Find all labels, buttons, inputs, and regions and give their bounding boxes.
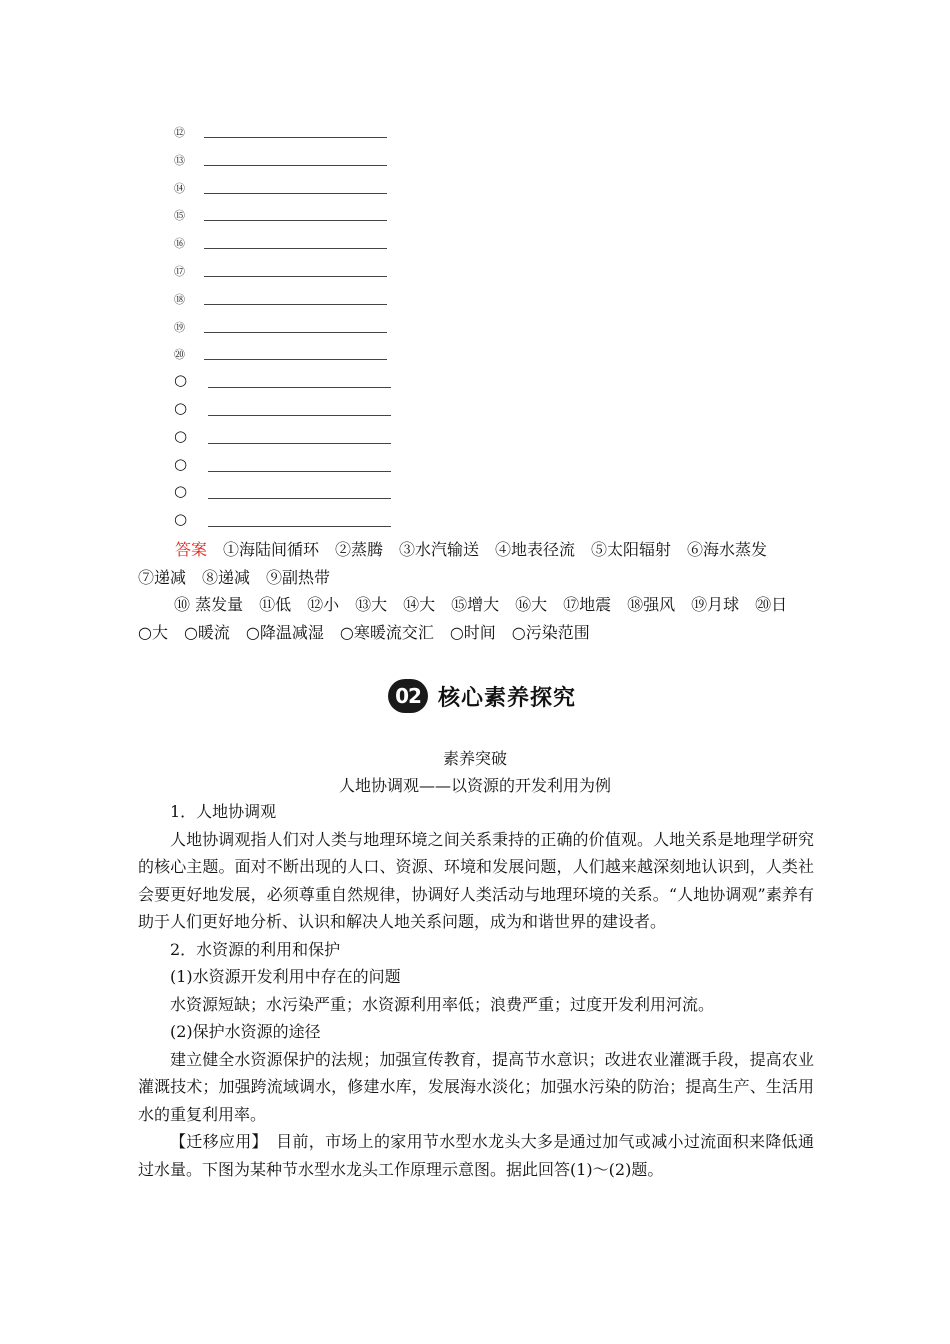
blank-number: ⑰ xyxy=(174,264,185,278)
blank-row xyxy=(174,511,414,539)
blank-number: ○ xyxy=(174,398,188,417)
blank-number: ○ xyxy=(174,371,188,390)
blank-underline xyxy=(204,332,387,333)
blank-underline xyxy=(208,415,391,416)
blank-number: ○ xyxy=(174,482,188,501)
paragraph-3: 建立健全水资源保护的法规；加强宣传教育，提高节水意识；改进农业灌溉手段，提高农业灌溉技术；加强跨流域调水，修建水库，发展海水淡化；加强水污染的防治；提高生产、生活用水的重复利用率。 xyxy=(138,1049,814,1124)
application-text: 目前，市场上的家用节水型水龙头大多是通过加气或减小过流面积来降低通过水量。下图为某种节水型水龙头工作原理示意图。据此回答(1)～(2)题。 xyxy=(138,1132,814,1179)
answer-text-1: ①海陆间循环 ②蒸腾 ③水汽输送 ④地表径流 ⑤太阳辐射 ⑥海水蒸发 xyxy=(207,540,768,559)
blank-underline xyxy=(208,471,391,472)
blank-underline xyxy=(204,220,387,221)
blank-row xyxy=(174,344,414,372)
blank-number: ⑫ xyxy=(174,126,185,139)
application-label: 【迁移应用】 xyxy=(170,1132,260,1151)
blank-underline xyxy=(204,193,387,194)
blank-row xyxy=(174,233,414,261)
heading-2a: (1)水资源开发利用中存在的问题 xyxy=(170,967,401,986)
blank-underline xyxy=(204,137,387,138)
blank-number: ○ xyxy=(174,510,188,529)
answer-line-3: ⑩ 蒸发量 ⑪低 ⑫小 ⑬大 ⑭大 ⑮增大 ⑯大 ⑰地震 ⑱强风 ⑲月球 ⑳日 xyxy=(174,595,788,614)
heading-2: 2．水资源的利用和保护 xyxy=(170,939,341,959)
body-text xyxy=(138,798,814,1183)
blank-underline xyxy=(208,443,391,444)
blank-row xyxy=(174,122,414,150)
blank-underline xyxy=(208,387,391,388)
section-title: 核心素养探究 xyxy=(438,685,577,711)
blank-row xyxy=(174,150,414,178)
answer-line-1 xyxy=(138,536,838,564)
blank-number: ○ xyxy=(174,426,188,445)
blank-number: ⑯ xyxy=(174,237,185,251)
paragraph-2: 水资源短缺；水污染严重；水资源利用率低；浪费严重；过度开发利用河流。 xyxy=(170,994,715,1014)
blank-row xyxy=(174,372,414,400)
heading-1: 1．人地协调观 xyxy=(170,802,277,821)
answer-line-4: ○大 ○暖流 ○降温减湿 ○寒暖流交汇 ○时间 ○污染范围 xyxy=(138,623,590,642)
blank-underline xyxy=(204,359,387,360)
blank-underline xyxy=(204,248,387,249)
section-number-badge: 02 xyxy=(388,679,428,713)
blank-row xyxy=(174,178,414,206)
blank-underline xyxy=(208,526,391,527)
section-heading xyxy=(388,678,576,714)
blank-row xyxy=(174,205,414,233)
blank-row xyxy=(174,428,414,456)
blank-number: ⑭ xyxy=(174,181,185,195)
answer-label: 答案 xyxy=(175,540,208,559)
blank-number: ⑳ xyxy=(174,348,185,362)
fill-in-blank-list xyxy=(174,122,414,539)
blank-number: ⑱ xyxy=(174,292,185,306)
blank-row xyxy=(174,289,414,317)
blank-underline xyxy=(208,498,391,499)
blank-number: ⑮ xyxy=(174,209,185,223)
subtitle-suyang: 素养突破 xyxy=(442,749,507,768)
paragraph-1: 人地协调观指人们对人类与地理环境之间关系秉持的正确的价值观。人地关系是地理学研究的核心主题。面对不断出现的人口、资源、环境和发展问题，人们越来越深刻地认识到，人类社会要更好地发展，必须尊重自然规律，协调好人类活动与地理环境的关系。“人地协调观”素养有助于人们更好地分析、认识和解决人地关系问题，成为和谐世界的建设者。 xyxy=(138,829,814,931)
blank-number: ⑲ xyxy=(174,320,185,334)
blank-row xyxy=(174,261,414,289)
blank-underline xyxy=(204,165,387,166)
blank-row xyxy=(174,317,414,345)
blank-row xyxy=(174,483,414,511)
subtitle-topic: 人地协调观——以资源的开发利用为例 xyxy=(338,776,611,795)
blank-number: ○ xyxy=(174,454,188,473)
blank-row xyxy=(174,456,414,484)
heading-2b: (2)保护水资源的途径 xyxy=(170,1022,321,1041)
blank-row xyxy=(174,400,414,428)
paragraph-4 xyxy=(138,1128,814,1183)
blank-underline xyxy=(204,276,387,277)
answer-line-2: ⑦递减 ⑧递减 ⑨副热带 xyxy=(138,568,331,587)
blank-underline xyxy=(204,304,387,305)
blank-number: ⑬ xyxy=(174,153,185,167)
